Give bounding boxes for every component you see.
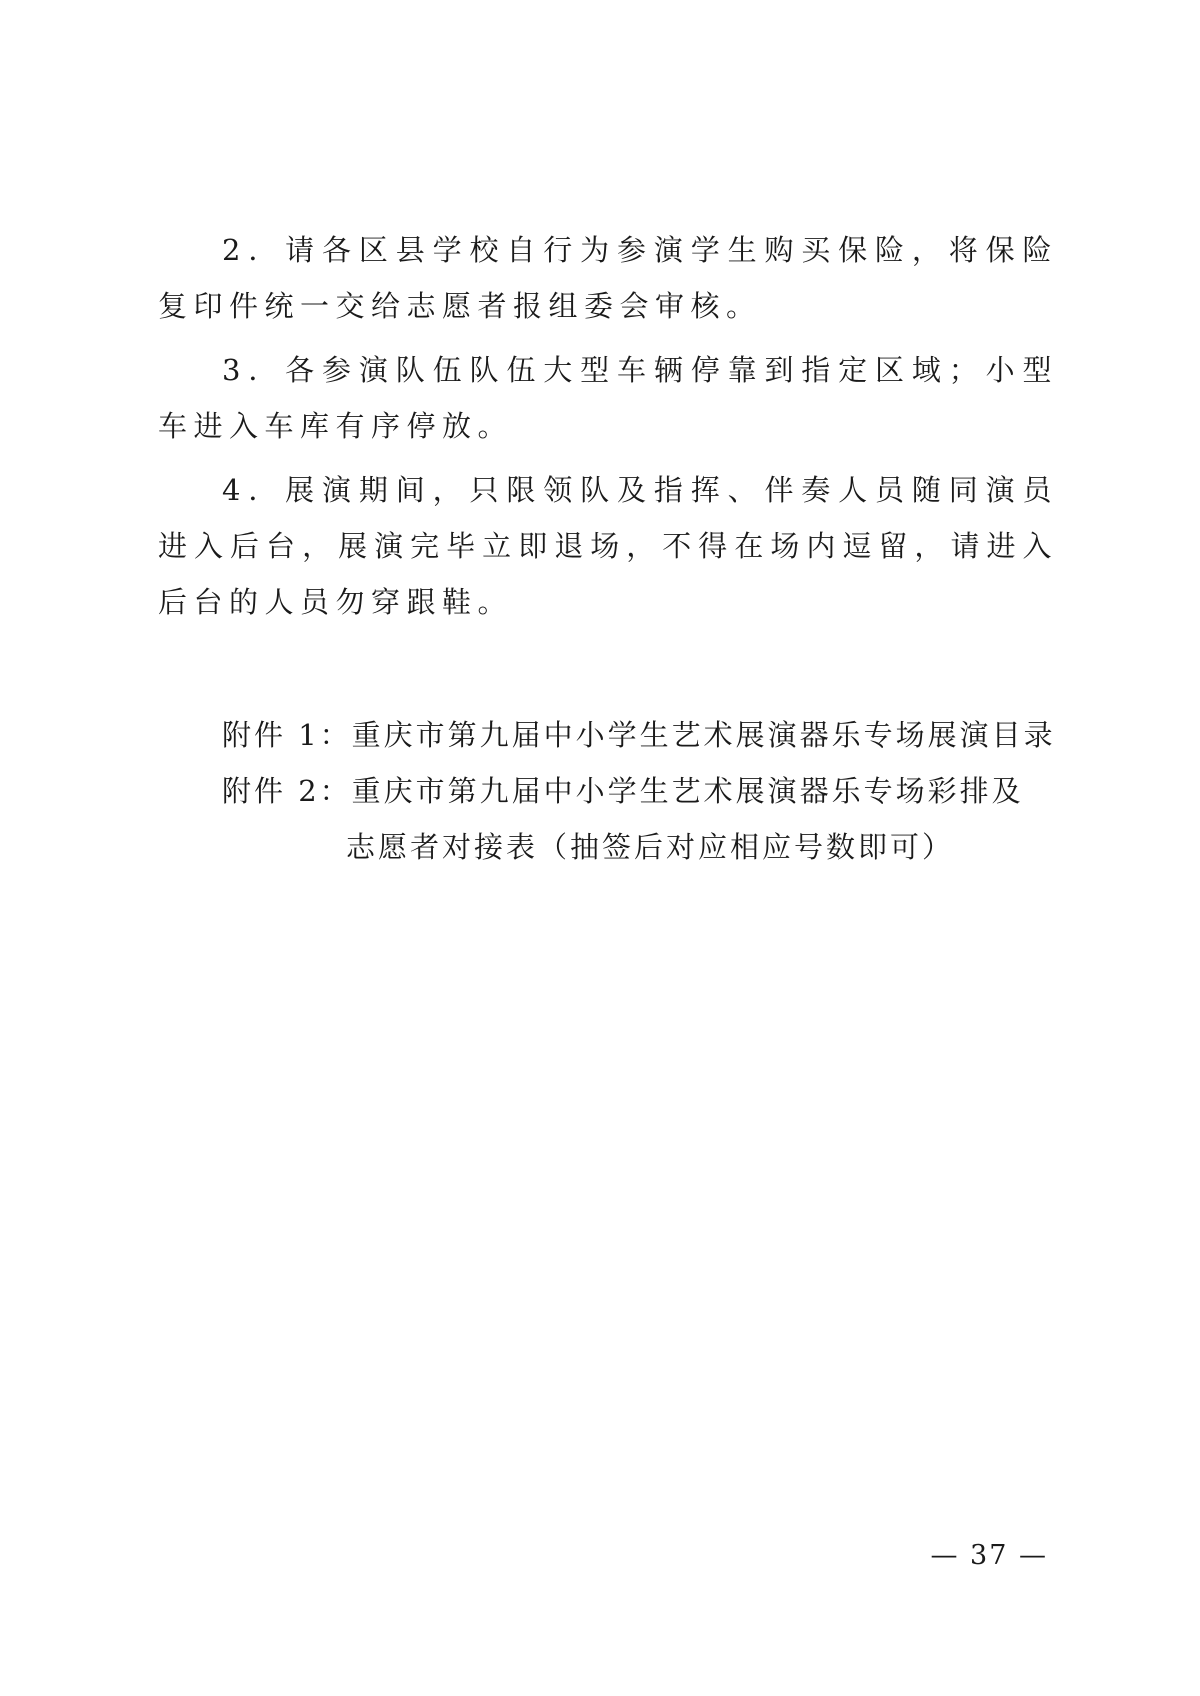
paragraph-insurance: 2．请各区县学校自行为参演学生购买保险，将保险复印件统一交给志愿者报组委会审核。 — [158, 233, 1058, 323]
attachment-1: 附件 1：重庆市第九届中小学生艺术展演器乐专场展演目录 — [222, 718, 1056, 752]
paragraph-backstage: 4．展演期间，只限领队及指挥、伴奏人员随同演员进入后台，展演完毕立即退场，不得在场内逗留，请进入后台的人员勿穿跟鞋。 — [158, 473, 1058, 619]
paragraph-parking: 3．各参演队伍队伍大型车辆停靠到指定区域；小型车进入车库有序停放。 — [158, 353, 1058, 443]
page-number: — 37 — — [930, 1540, 1048, 1571]
body-text — [158, 222, 1058, 638]
attachments-list — [158, 707, 1058, 875]
attachment-2: 附件 2：重庆市第九届中小学生艺术展演器乐专场彩排及 — [222, 774, 1024, 808]
attachment-2-continued: 志愿者对接表（抽签后对应相应号数即可） — [346, 830, 955, 864]
